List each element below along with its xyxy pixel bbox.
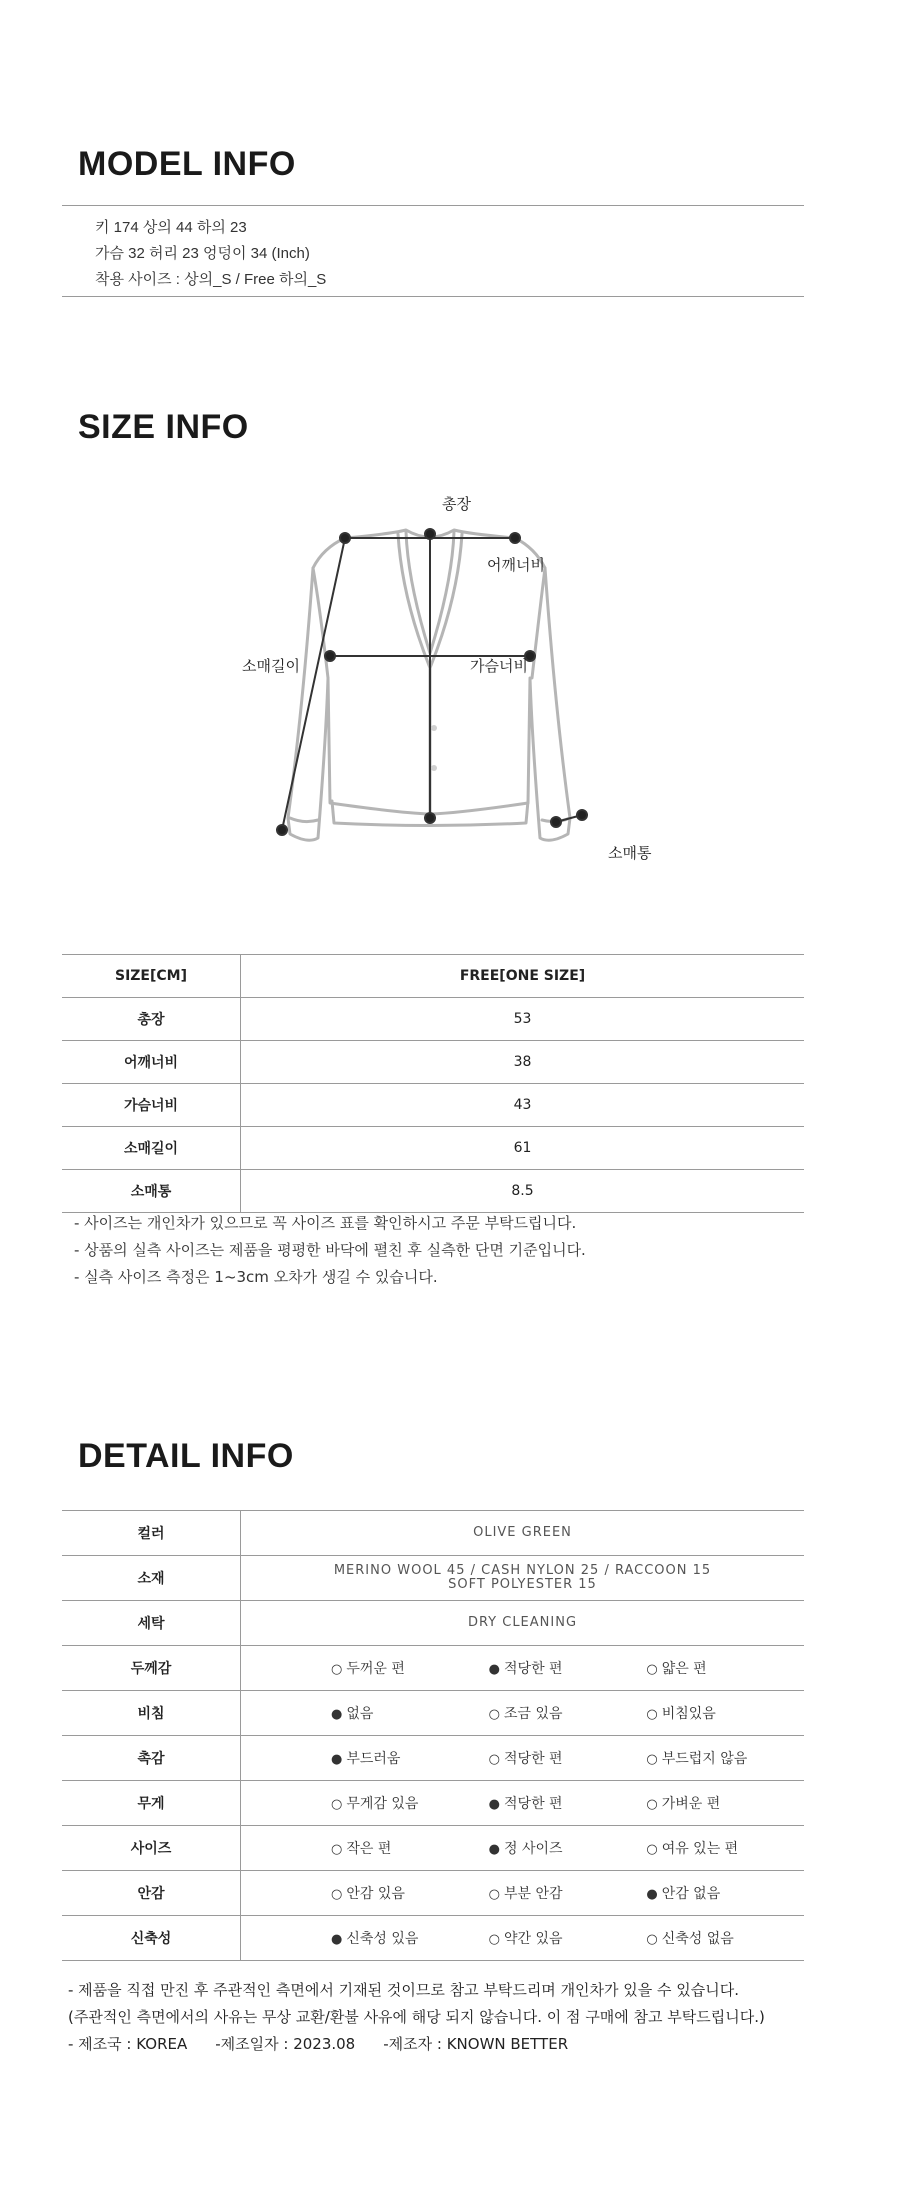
label-sleeve-length: 소매길이 <box>242 657 300 675</box>
size-note: - 사이즈는 개인차가 있으므로 꼭 사이즈 표를 확인하시고 주문 부탁드립니다. <box>74 1214 577 1232</box>
material-value <box>241 1556 805 1601</box>
attribute-option <box>646 1928 804 1948</box>
right-sleeve-seam <box>532 568 545 678</box>
detail-attribute-row <box>62 1871 804 1916</box>
size-notes <box>74 1210 586 1291</box>
wash-value: DRY CLEANING <box>241 1601 805 1646</box>
manufacturer: -제조자 : KNOWN BETTER <box>383 2035 569 2053</box>
label-chest: 가슴너비 <box>470 657 528 675</box>
material-line-1: MERINO WOOL 45 / CASH NYLON 25 / RACCOON 15 <box>333 1563 712 1578</box>
divider <box>62 296 804 297</box>
table-row <box>62 1601 804 1646</box>
option-label: 약간 있음 <box>504 1931 563 1947</box>
model-body-size: 키 174 상의 44 하의 23 <box>95 219 247 236</box>
attribute-option <box>331 1658 489 1678</box>
attribute-option <box>646 1838 804 1858</box>
footer-notes <box>68 1977 765 2058</box>
size-table-header <box>62 955 804 998</box>
option-label: 두꺼운 편 <box>346 1661 405 1677</box>
empty-circle-icon: ○ <box>488 1887 501 1902</box>
attribute-options <box>241 1781 805 1826</box>
empty-circle-icon: ○ <box>646 1752 658 1767</box>
marker-dot <box>577 810 587 820</box>
attribute-label: 신축성 <box>62 1916 241 1961</box>
empty-circle-icon: ○ <box>488 1752 501 1767</box>
attribute-options <box>241 1646 805 1691</box>
option-label: 얇은 편 <box>661 1661 707 1677</box>
attribute-options <box>241 1916 805 1961</box>
attribute-options <box>241 1691 805 1736</box>
attribute-option <box>489 1928 647 1948</box>
attribute-option <box>646 1703 804 1723</box>
label-total-length: 총장 <box>442 495 471 513</box>
detail-attribute-row <box>62 1781 804 1826</box>
empty-circle-icon: ○ <box>331 1797 343 1812</box>
filled-circle-icon: ● <box>331 1707 343 1722</box>
empty-circle-icon: ○ <box>331 1887 343 1902</box>
attribute-option <box>646 1658 804 1678</box>
marker-dot <box>340 533 350 543</box>
marker-dot <box>277 825 287 835</box>
marker-dot <box>551 817 561 827</box>
marker-dot <box>325 651 335 661</box>
empty-circle-icon: ○ <box>646 1662 658 1677</box>
attribute-label: 안감 <box>62 1871 241 1916</box>
detail-table <box>62 1510 804 1961</box>
size-note: - 실측 사이즈 측정은 1~3cm 오차가 생길 수 있습니다. <box>74 1268 438 1286</box>
filled-circle-icon: ● <box>331 1752 343 1767</box>
detail-attribute-row <box>62 1826 804 1871</box>
attribute-option <box>489 1748 647 1768</box>
footer-note-2: (주관적인 측면에서의 사유는 무상 교환/환불 사유에 해당 되지 않습니다. 이 점 구매에 참고 부탁드립니다.) <box>68 2008 765 2026</box>
option-label: 적당한 편 <box>504 1751 563 1767</box>
row-value: 8.5 <box>241 1170 805 1213</box>
attribute-option <box>331 1838 489 1858</box>
option-label: 조금 있음 <box>504 1706 563 1722</box>
empty-circle-icon: ○ <box>646 1932 658 1947</box>
option-label: 안감 있음 <box>346 1886 405 1902</box>
attribute-options <box>241 1736 805 1781</box>
option-label: 부분 안감 <box>504 1886 563 1902</box>
option-label: 정 사이즈 <box>504 1841 563 1857</box>
marker-dot <box>510 533 520 543</box>
attribute-option <box>489 1838 647 1858</box>
size-header-free: FREE[ONE SIZE] <box>241 955 805 998</box>
model-wearing-size: 착용 사이즈 : 상의_S / Free 하의_S <box>95 271 327 288</box>
label-sleeve-width: 소매통 <box>608 844 652 862</box>
row-value: 43 <box>241 1084 805 1127</box>
material-label: 소재 <box>62 1556 241 1601</box>
empty-circle-icon: ○ <box>488 1707 501 1722</box>
filled-circle-icon: ● <box>488 1662 501 1677</box>
size-note: - 상품의 실측 사이즈는 제품을 평평한 바닥에 펼친 후 실측한 단면 기준입니다. <box>74 1241 586 1259</box>
empty-circle-icon: ○ <box>331 1842 343 1857</box>
attribute-option <box>646 1748 804 1768</box>
row-value: 61 <box>241 1127 805 1170</box>
country-of-origin: - 제조국 : KOREA <box>68 2035 188 2053</box>
manufacture-date: -제조일자 : 2023.08 <box>215 2035 356 2053</box>
button-2 <box>431 765 437 771</box>
empty-circle-icon: ○ <box>488 1932 501 1947</box>
option-label: 작은 편 <box>346 1841 392 1857</box>
empty-circle-icon: ○ <box>331 1662 343 1677</box>
attribute-label: 두께감 <box>62 1646 241 1691</box>
row-value: 53 <box>241 998 805 1041</box>
attribute-label: 무게 <box>62 1781 241 1826</box>
row-label: 총장 <box>62 998 241 1041</box>
option-label: 적당한 편 <box>504 1661 563 1677</box>
row-label: 소매통 <box>62 1170 241 1213</box>
attribute-options <box>241 1826 805 1871</box>
filled-circle-icon: ● <box>488 1797 501 1812</box>
row-value: 38 <box>241 1041 805 1084</box>
option-label: 신축성 있음 <box>346 1931 419 1947</box>
model-info-lines <box>95 215 326 293</box>
divider <box>62 205 804 206</box>
detail-attribute-row <box>62 1646 804 1691</box>
color-label: 컬러 <box>62 1511 241 1556</box>
table-row <box>62 1084 804 1127</box>
table-row <box>62 998 804 1041</box>
filled-circle-icon: ● <box>331 1932 343 1947</box>
option-label: 적당한 편 <box>504 1796 563 1812</box>
attribute-label: 비침 <box>62 1691 241 1736</box>
row-label: 소매길이 <box>62 1127 241 1170</box>
table-row <box>62 1127 804 1170</box>
model-info-title: MODEL INFO <box>78 145 296 183</box>
option-label: 여유 있는 편 <box>661 1841 739 1857</box>
marker-dot <box>425 813 435 823</box>
table-row <box>62 1170 804 1213</box>
cardigan-size-diagram <box>230 488 670 868</box>
option-label: 없음 <box>346 1706 374 1722</box>
wash-label: 세탁 <box>62 1601 241 1646</box>
attribute-option <box>331 1793 489 1813</box>
footer-note-1: - 제품을 직접 만진 후 주관적인 측면에서 기재된 것이므로 참고 부탁드리며 개인차가 있을 수 있습니다. <box>68 1981 740 1999</box>
detail-info-title: DETAIL INFO <box>78 1437 294 1475</box>
attribute-option <box>489 1658 647 1678</box>
attribute-option <box>489 1883 647 1903</box>
option-label: 부드럽지 않음 <box>661 1751 748 1767</box>
attribute-option <box>331 1928 489 1948</box>
option-label: 부드러움 <box>346 1751 401 1767</box>
left-cuff <box>290 818 318 822</box>
option-label: 가벼운 편 <box>661 1796 721 1812</box>
label-shoulder: 어깨너비 <box>487 556 545 574</box>
empty-circle-icon: ○ <box>646 1797 658 1812</box>
size-header-size: SIZE[CM] <box>62 955 241 998</box>
size-info-title: SIZE INFO <box>78 408 249 446</box>
option-label: 비침있음 <box>661 1706 716 1722</box>
attribute-option <box>331 1748 489 1768</box>
filled-circle-icon: ● <box>646 1887 658 1902</box>
attribute-option <box>331 1703 489 1723</box>
row-label: 어깨너비 <box>62 1041 241 1084</box>
attribute-option <box>646 1883 804 1903</box>
attribute-option <box>489 1703 647 1723</box>
empty-circle-icon: ○ <box>646 1842 658 1857</box>
color-value: OLIVE GREEN <box>241 1511 805 1556</box>
empty-circle-icon: ○ <box>646 1707 658 1722</box>
attribute-label: 촉감 <box>62 1736 241 1781</box>
attribute-label: 사이즈 <box>62 1826 241 1871</box>
table-row <box>62 1511 804 1556</box>
size-table <box>62 954 804 1213</box>
option-label: 신축성 없음 <box>661 1931 734 1947</box>
footer-manufacture-info <box>68 2031 765 2058</box>
button-1 <box>431 725 437 731</box>
marker-dot <box>425 529 435 539</box>
filled-circle-icon: ● <box>488 1842 501 1857</box>
row-label: 가슴너비 <box>62 1084 241 1127</box>
attribute-options <box>241 1871 805 1916</box>
detail-attribute-row <box>62 1916 804 1961</box>
option-label: 안감 없음 <box>661 1886 721 1902</box>
detail-attribute-row <box>62 1691 804 1736</box>
material-line-2: SOFT POLYESTER 15 <box>448 1577 597 1592</box>
attribute-option <box>331 1883 489 1903</box>
table-row <box>62 1041 804 1084</box>
detail-attribute-row <box>62 1736 804 1781</box>
option-label: 무게감 있음 <box>346 1796 419 1812</box>
attribute-option <box>489 1793 647 1813</box>
buttons <box>431 725 437 771</box>
attribute-option <box>646 1793 804 1813</box>
model-measurements: 가슴 32 허리 23 엉덩이 34 (Inch) <box>95 245 310 262</box>
table-row <box>62 1556 804 1601</box>
